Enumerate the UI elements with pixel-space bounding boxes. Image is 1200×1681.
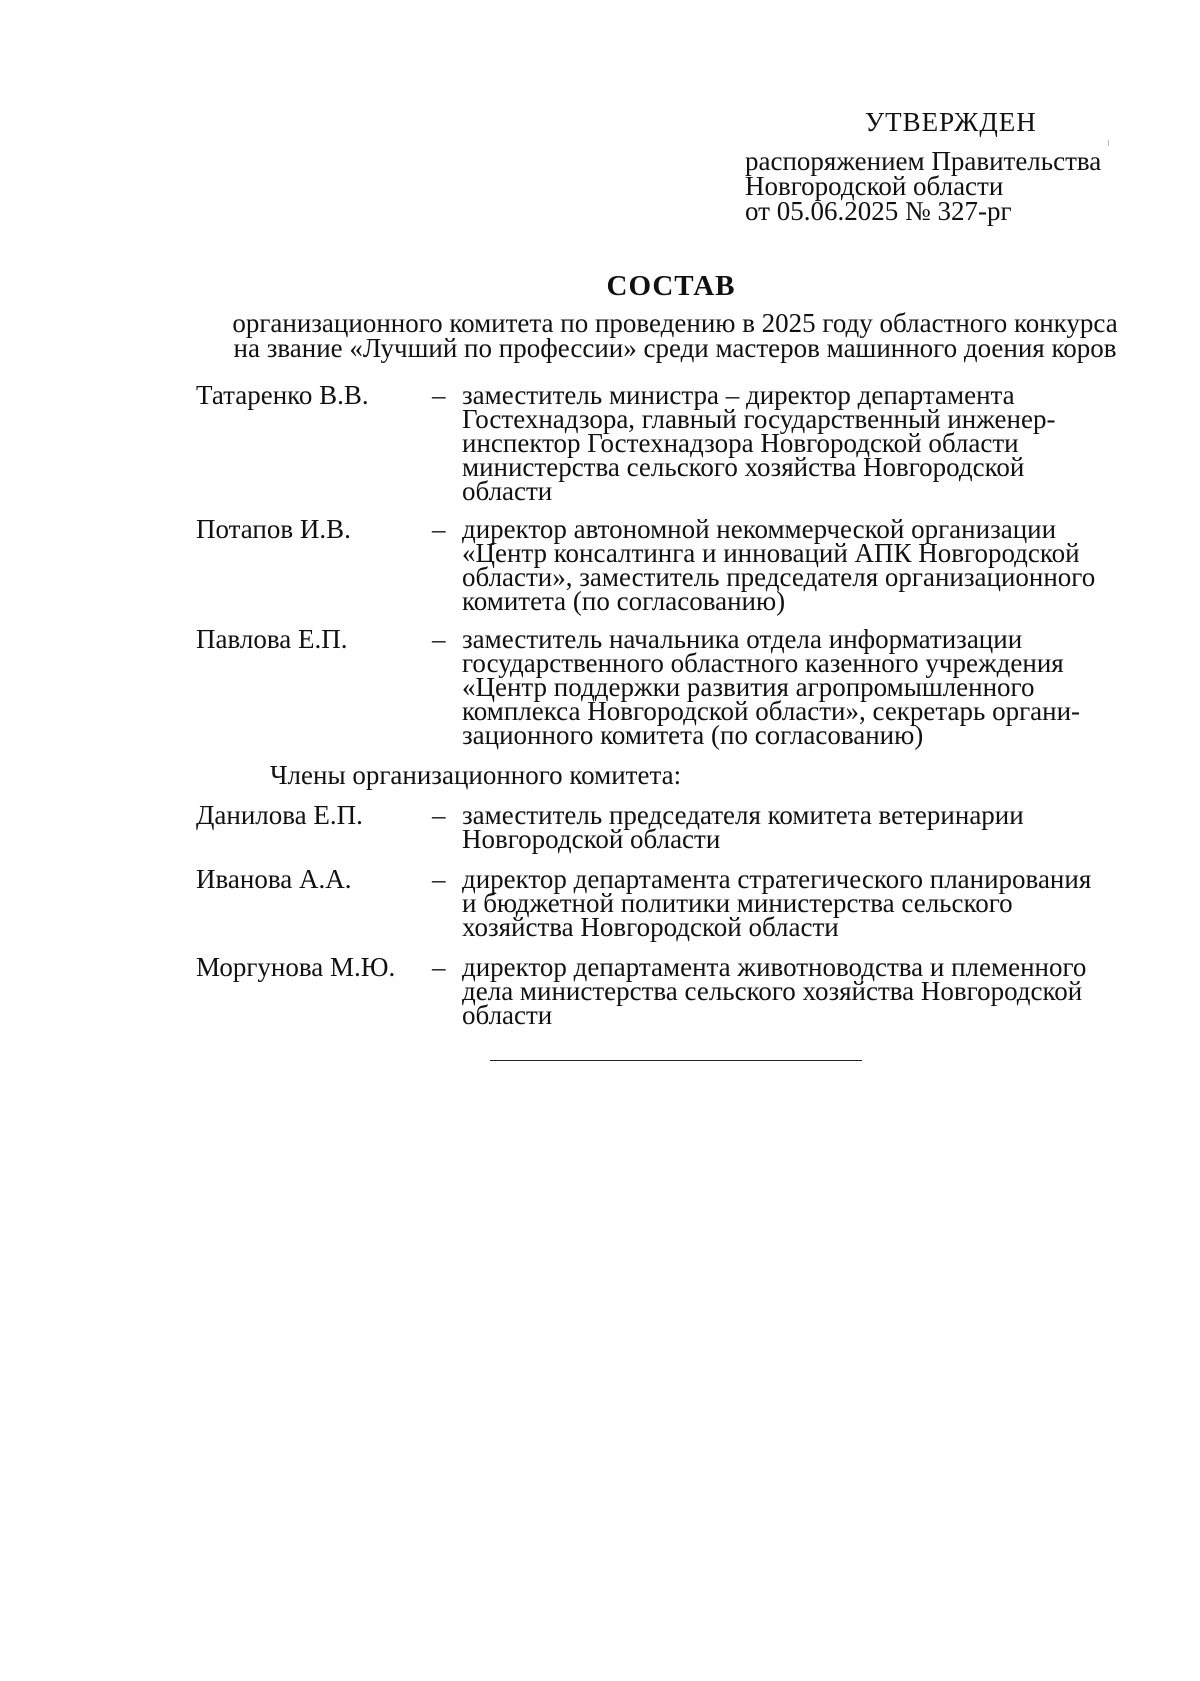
member-position: директор департамента стратегического планирования и бюджетной политики министерства сельского хозяйства Новгородской области: [462, 864, 1092, 942]
approval-block: [745, 107, 1165, 226]
members-heading: Члены организационного комитета:: [270, 760, 682, 790]
committee-list: [196, 380, 1156, 1030]
committee-entry: [196, 952, 1156, 1030]
dash-separator: –: [432, 800, 446, 830]
approval-line-2: Новгородской области: [745, 171, 1004, 201]
committee-entry: [196, 514, 1156, 616]
member-name: Данилова Е.П.: [196, 800, 363, 830]
member-position: заместитель начальника отдела информатизации государственного областного казенного учреждения «Центр поддержки развития агропромышленного комплекса Новгородской области», секретарь органи- зационного комитета (по согласованию): [462, 624, 1081, 750]
approval-line-1: распоряжением Правительства: [745, 146, 1102, 176]
member-position: заместитель председателя комитета ветеринарии Новгородской области: [462, 800, 1024, 854]
dash-separator: –: [432, 952, 446, 982]
member-name: Иванова А.А.: [196, 864, 352, 894]
dash-separator: –: [432, 864, 446, 894]
member-name: Татаренко В.В.: [196, 380, 369, 410]
committee-entry: [196, 864, 1156, 942]
document-title: СОСТАВ: [606, 270, 736, 302]
subtitle-line-2: на звание «Лучший по профессии» среди мастеров машинного доения коров: [233, 333, 1117, 363]
committee-entry: [196, 800, 1156, 854]
member-name: Павлова Е.П.: [196, 624, 348, 654]
member-position: заместитель министра – директор департамента Гостехнадзора, главный государственный инженер- инспектор Гостехнадзора Новгородской области министерства сельского хозяйства Новгородской области: [462, 380, 1056, 506]
member-position: директор автономной некоммерческой организации «Центр консалтинга и инноваций АПК Новгородской области», заместитель председателя организационного комитета (по согласованию): [462, 514, 1096, 616]
committee-entry: [196, 624, 1156, 750]
subtitle-line-1: организационного комитета по проведению в 2025 году областного конкурса: [232, 308, 1118, 338]
document-subtitle: [195, 308, 1155, 363]
member-position: директор департамента животноводства и племенного дела министерства сельского хозяйства Новгородской области: [462, 952, 1087, 1030]
member-name: Потапов И.В.: [196, 514, 351, 544]
dash-separator: –: [432, 380, 446, 410]
member-name: Моргунова М.Ю.: [196, 952, 396, 982]
dash-separator: –: [432, 624, 446, 654]
approval-line-3: от 05.06.2025 № 327-рг: [745, 196, 1012, 226]
committee-entry: [196, 380, 1156, 506]
approval-title: УТВЕРЖДЕН: [865, 107, 1037, 137]
dash-separator: –: [432, 514, 446, 544]
end-divider: [490, 1060, 862, 1061]
